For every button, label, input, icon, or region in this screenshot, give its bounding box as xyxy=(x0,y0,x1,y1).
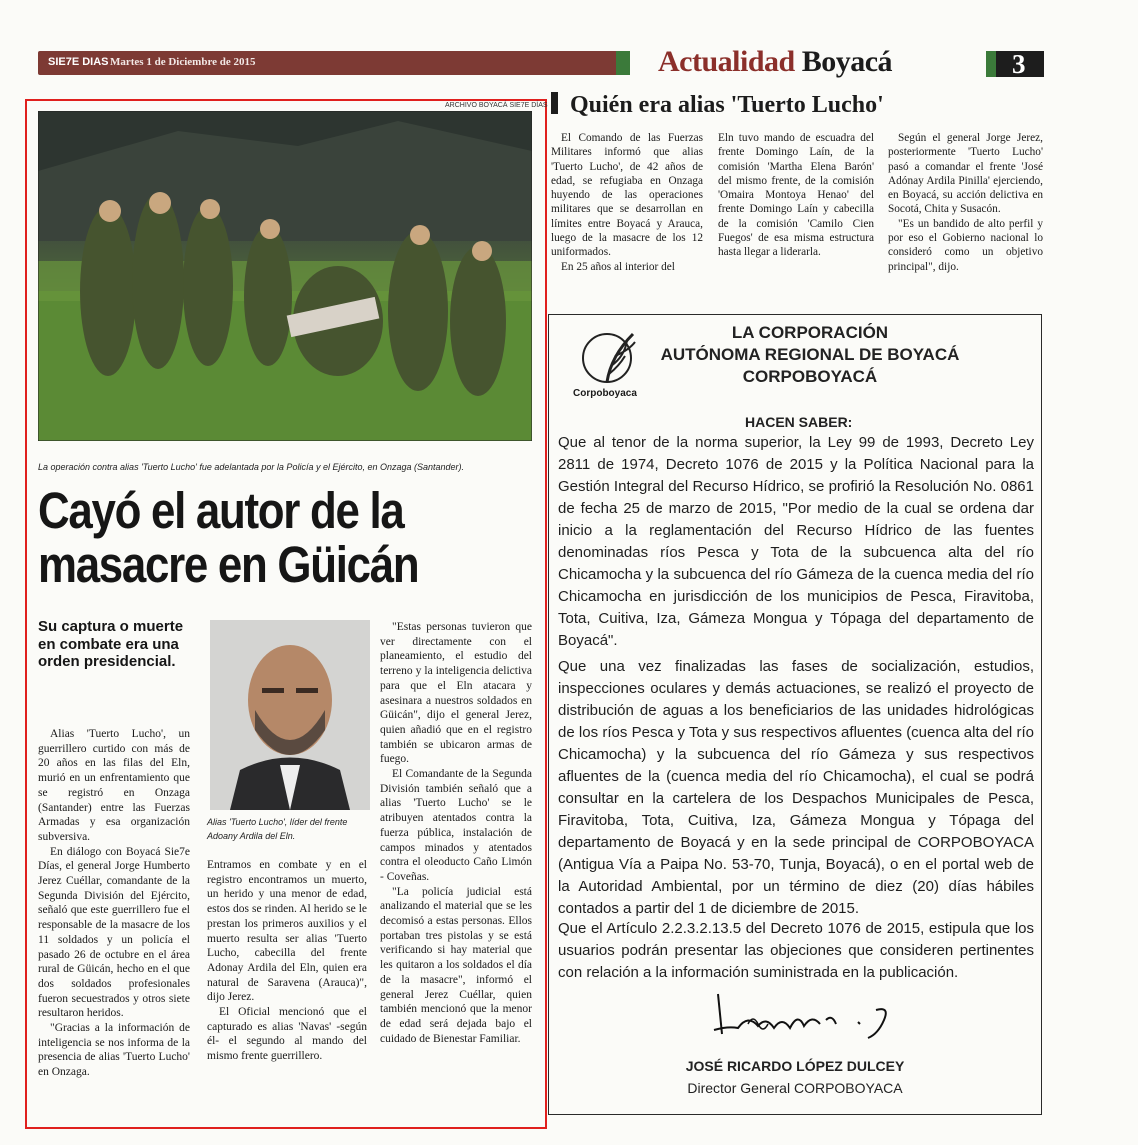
notice-title-line: LA CORPORACIÓN xyxy=(731,323,889,342)
corpoboyaca-logo-text: Corpoboyaca xyxy=(573,388,637,399)
paragraph: "Es un bandido de alto perfil y por eso el Gobierno nacional lo consideró como un objetivo principal", dijo. xyxy=(888,217,1043,273)
man-portrait-image xyxy=(210,620,370,810)
paragraph: "La policía judicial está analizando el material que se les decomisó a estas personas. Ellos portaban tres pistolas y se está verificando si hay material que les quitaron a los soldados el día de la masacre", informó el general Jerez Cuéllar, quien también mencionó que la menor de edad será dejada bajo el cuidado de Bienestar Familiar. xyxy=(380,885,532,1045)
portrait-photo xyxy=(210,620,370,810)
notice-paragraph-1: Que al tenor de la norma superior, la Ley 99 de 1993, Decreto Ley 2811 de 1974, Decreto 1076 de 2015 y la Política Nacional para la Gestión Integral del Recurso Hídrico, se profirió la Resolución No. 0861 de fecha 25 de marzo de 2015, "Por medio de la cual se ordena dar inicio a la reglamentación del Recurso Hídrico de las fuentes denominadas ríos Pesca y Tota de la subcuenca alta del río Chicamocha y la subcuenca del río Gámeza de la cuenca media del río Chicamocha en jurisdicción de los municipios de Pesca, Firavitoba, Tota, Cuitiva, Iza, Gámeza Mongua y Tópaga del departamento de Boyacá". xyxy=(558,434,1034,649)
story-column-3 xyxy=(380,620,532,1046)
newspaper-brand: SIE7E DIAS xyxy=(48,56,109,68)
page-number-accent xyxy=(986,51,996,77)
section-title-part1: Actualidad xyxy=(658,45,795,78)
page-number-box xyxy=(986,51,1044,77)
issue-date: Martes 1 de Diciembre de 2015 xyxy=(110,56,256,68)
header-bar xyxy=(38,51,630,75)
side-article-column-2 xyxy=(718,131,874,260)
photo-credit: ARCHIVO BOYACÁ SIE7E DÍAS xyxy=(445,102,548,109)
story-column-2 xyxy=(207,858,367,1064)
story-column-1 xyxy=(38,727,190,1080)
notice-title-line: AUTÓNOMA REGIONAL DE BOYACÁ xyxy=(660,345,960,364)
paragraph: El Comandante de la Segunda División también señaló que a alias 'Tuerto Lucho' se le atribuyen atentados contra la fuerza pública, instalación de campos minados y atentados contra el oleoducto Caño Limón - Coveñas. xyxy=(380,768,532,883)
story-photo xyxy=(38,111,532,441)
handwritten-signature xyxy=(708,984,908,1044)
paragraph: Eln tuvo mando de escuadra del frente Domingo Laín, de la comisión 'Martha Elena Barón' del mismo frente, de la comisión 'Omaira Montoya Henao' del frente Domingo Laín y cabecilla de la comisión 'Camilo Cien Fuegos' de esa misma estructura hasta llegar a liderarla. xyxy=(718,132,874,259)
header-accent xyxy=(616,51,630,75)
title-bar-marker xyxy=(551,92,558,114)
side-article-title-text: Quién era alias 'Tuerto Lucho' xyxy=(570,92,884,118)
side-article-column-3 xyxy=(888,131,1043,274)
paragraph: En 25 años al interior del xyxy=(561,260,675,273)
notice-title-line: CORPOBOYACÁ xyxy=(742,367,878,386)
page-number: 3 xyxy=(1012,49,1026,79)
paragraph: El Comando de las Fuerzas Militares informó que alias 'Tuerto Lucho', de 42 años de edad, se refugiaba en Onzaga huyendo de las operaciones militares que se desarrollan en límites entre Boyacá y Arauca, luego de la masacre de los 12 uniformados. xyxy=(551,132,703,259)
headline-line-2: masacre en Güicán xyxy=(38,536,419,593)
paragraph: Según el general Jorge Jerez, posteriormente 'Tuerto Lucho' pasó a comandar el frente 'José Adónay Ardila Pinilla' ejerciendo, en Boyacá, su acción delictiva en Socotá, Chita y Susacón. xyxy=(888,132,1043,216)
side-article-column-1 xyxy=(551,131,703,274)
side-article-title xyxy=(551,92,884,119)
paragraph: "Estas personas tuvieron que ver directamente con el planeamiento, el estudio del terreno y la inteligencia delictiva para que el Eln atacara y asesinara a nuestros soldados en Güicán", dijo el general Jerez, quien añadió que en el registro también se ubicaron armas de fuego. xyxy=(380,621,532,766)
section-title-part2: Boyacá xyxy=(801,45,893,78)
notice-paragraph-2: Que una vez finalizadas las fases de socialización, estudios, inspecciones oculares y demás actuaciones, se realizó el proyecto de distribución de aguas a los beneficiarios de las unidades hidrológicas de los ríos Pesca y Tota y sus respectivos afluentes (cuenca alta del río Chicamocha) y la subcuenca del río Gámeza y sus respectivos afluentes de la (cuenca media del río Chicamocha), el cual se podrá consultar en la cartelera de los Despachos Municipales de Pesca, Firavitoba, Tota, Cuitiva, Iza, Gámeza Mongua y Tópaga del departamento de Boyacá y en la sede principal de CORPOBOYACA (Antigua Vía a Paipa No. 53-70, Tunja, Boyacá), o en el portal web de la Autoridad Ambiental, por un término de diez (20) días hábiles contados a partir del 1 de diciembre de 2015. xyxy=(558,658,1034,917)
signer-role: Director General CORPOBOYACA xyxy=(687,1080,903,1096)
portrait-caption: Alias 'Tuerto Lucho', líder del frente Adoany Ardila del Eln. xyxy=(207,817,348,841)
photo-caption: La operación contra alias 'Tuerto Lucho' fue adelantada por la Policía y el Ejército, en Onzaga (Santander). xyxy=(38,462,465,472)
notice-hacen-saber: HACEN SABER: xyxy=(745,414,853,430)
paragraph: Alias 'Tuerto Lucho', un guerrillero curtido con más de 20 años en las filas del Eln, murió en un enfrentamiento que se registró en Onzaga (Santander) entre las Fuerzas Armadas y esa organización subversiva. xyxy=(38,728,190,843)
paragraph: En diálogo con Boyacá Sie7e Días, el general Jorge Humberto Jerez Cuéllar, comandante de la Segunda División del Ejército, señaló que este guerrillero fue el responsable de la masacre de los 11 soldados y un policía el pasado 26 de octubre en el área rural de Güicán, hecho en el que dos soldados profesionales fueron secuestrados y otros siete resultaron heridos. xyxy=(38,845,190,1020)
signer-name: JOSÉ RICARDO LÓPEZ DULCEY xyxy=(685,1058,905,1074)
paragraph: El Oficial mencionó que el capturado es alias 'Navas' -según él- el segundo al mando del mismo frente guerrillero. xyxy=(207,1006,367,1063)
soldiers-photo-image xyxy=(38,111,532,441)
notice-paragraph-3: Que el Artículo 2.2.3.2.13.5 del Decreto 1076 de 2015, estipula que los usuarios podrán presentar las objeciones que consideren pertinentes con relación a la información suministrada en la publicación. xyxy=(558,920,1034,981)
story-headline xyxy=(38,484,468,592)
notice-title xyxy=(660,322,960,388)
headline-line-1: Cayó el autor de la xyxy=(38,482,404,539)
paragraph: Entramos en combate y en el registro encontramos un muerto, un herido y una menor de edad, estos dos se rinden. Al herido se le prestan los primeros auxilios y el muerto resulta ser alias 'Tuerto Lucho, cabecilla del frente Adonay Ardila del Eln, quien era natural de Saravena (Arauca)", dijo Jerez. xyxy=(207,859,367,1004)
story-subhead: Su captura o muerte en combate era una orden presidencial. xyxy=(38,618,184,670)
paragraph: "Gracias a la información de inteligencia se nos informa de la presencia de alias 'Tuerto Lucho' en Onzaga. xyxy=(38,1022,190,1079)
section-title xyxy=(658,45,892,79)
